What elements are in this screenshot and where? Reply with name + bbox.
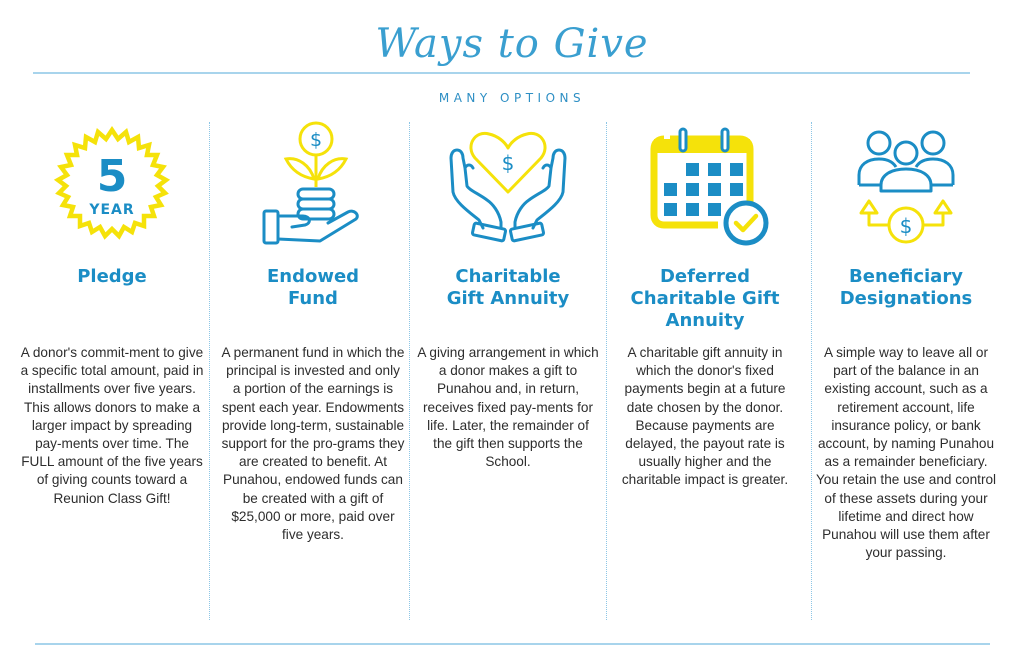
page-title xyxy=(0,14,1024,74)
option-charitable-gift-annuity xyxy=(410,110,606,620)
header xyxy=(0,0,1024,110)
page-subtitle: MANY OPTIONS xyxy=(438,91,586,105)
svg-text:YEAR: YEAR xyxy=(89,202,135,218)
option-description: A donor's commit-ment to give a specific total amount, paid in installments over five years. This allows donors to make a larger impact by spreading pay-ments over time. The FULL amount of the five years of giving counts toward a Reunion Class Gift! xyxy=(20,345,204,506)
people-dollar-arrows-icon xyxy=(808,110,1004,258)
title-line: Endowed xyxy=(266,266,360,287)
title-line: Fund xyxy=(288,288,338,309)
calendar-check-icon xyxy=(607,110,803,258)
svg-text:$: $ xyxy=(309,129,323,151)
top-rule xyxy=(33,72,970,74)
option-deferred-charitable-gift-annuity xyxy=(607,110,803,620)
title-line: Beneficiary xyxy=(849,266,963,287)
bottom-rule xyxy=(35,643,990,645)
column-divider xyxy=(209,122,210,620)
svg-text:$: $ xyxy=(899,214,913,238)
option-pledge xyxy=(14,110,210,620)
option-title xyxy=(14,266,210,288)
option-title xyxy=(410,266,606,310)
title-line: Charitable xyxy=(455,266,561,287)
title-line: Designations xyxy=(839,288,973,309)
title-line: Deferred xyxy=(659,266,751,287)
option-description: A charitable gift annuity in which the donor's fixed payments begin at a future date chosen by the donor. Because payments are delayed, the payout rate is usually higher and the charitable impact is greater. xyxy=(621,345,789,488)
option-title xyxy=(607,266,803,332)
option-description: A simple way to leave all or part of the balance in an existing account, such as a retirement account, life insurance policy, or bank account, by naming Punahou as a remainder beneficiary. You retain the use and control of these assets during your lifetime and direct how Punahou will use them after your passing. xyxy=(815,345,997,561)
title-line: Charitable Gift xyxy=(630,288,780,309)
svg-text:$: $ xyxy=(501,151,515,175)
option-description: A permanent fund in which the principal is invested and only a portion of the earnings is spent each year. Endowments provide long-term, sustainable support for the pro-grams they are created to benefit. At Punahou, endowed funds can be created with a gift of $25,000 or more, paid over five years. xyxy=(221,345,405,543)
option-beneficiary-designations xyxy=(808,110,1004,620)
option-endowed-fund xyxy=(215,110,411,620)
svg-text:5: 5 xyxy=(96,151,128,202)
title-line: Gift Annuity xyxy=(446,288,570,309)
option-description: A giving arrangement in which a donor makes a gift to Punahou and, in return, receives fixed pay-ments for life. Later, the remainder of the gift then supports the School. xyxy=(417,345,599,470)
page-title-text: Ways to Give xyxy=(361,21,662,67)
five-year-badge-icon xyxy=(14,110,210,258)
title-line: Annuity xyxy=(665,310,745,331)
hands-heart-dollar-icon xyxy=(410,110,606,258)
hand-coins-plant-icon xyxy=(215,110,411,258)
option-title xyxy=(808,266,1004,310)
option-title xyxy=(215,266,411,310)
title-line: Pledge xyxy=(77,266,147,287)
